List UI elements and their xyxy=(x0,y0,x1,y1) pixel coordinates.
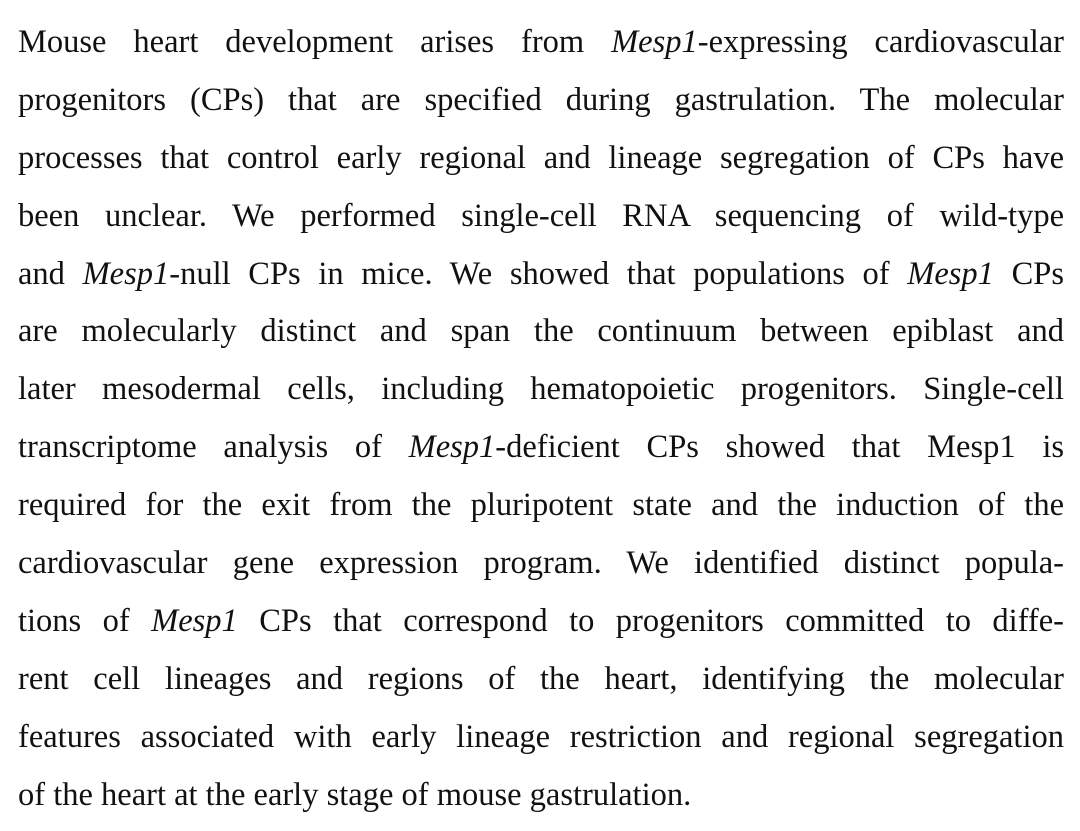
text-segment: Mouse heart development arises from xyxy=(18,24,612,60)
abstract-line xyxy=(18,651,1064,709)
gene-name-italic: Mesp1 xyxy=(82,255,170,292)
text-segment: -expressing cardiovascular xyxy=(697,24,1064,60)
abstract-line xyxy=(18,246,1064,304)
text-segment: cardiovascular gene expression program. We identified distinct popula- xyxy=(18,545,1064,582)
abstract-line xyxy=(18,72,1064,130)
text-segment: transcriptome analysis of xyxy=(18,429,409,466)
gene-name-italic: Mesp1 xyxy=(611,24,698,60)
abstract-line xyxy=(18,130,1064,188)
abstract-paragraph xyxy=(18,14,1064,824)
abstract-line xyxy=(18,535,1064,593)
text-segment: tions of xyxy=(18,602,152,639)
text-segment: progenitors (CPs) that are specified during gastrulation. The molecular xyxy=(18,81,1064,118)
abstract-line xyxy=(18,477,1064,535)
text-segment: are molecularly distinct and span the continuum between epiblast and xyxy=(18,313,1064,350)
text-segment: features associated with early lineage restriction and regional segregation xyxy=(18,718,1064,755)
abstract-line xyxy=(18,709,1064,767)
abstract-line xyxy=(18,361,1064,419)
abstract-line xyxy=(18,303,1064,361)
text-segment: been unclear. We performed single-cell RNA sequencing of wild-type xyxy=(18,197,1064,234)
abstract-line xyxy=(18,188,1064,246)
gene-name-italic: Mesp1 xyxy=(408,429,496,466)
text-segment: -null CPs in mice. We showed that populations of xyxy=(169,255,908,292)
text-segment: of the heart at the early stage of mouse gastrulation. xyxy=(18,776,692,813)
text-segment: rent cell lineages and regions of the heart, identifying the molecular xyxy=(18,660,1064,697)
text-segment: and xyxy=(18,255,83,292)
text-segment: processes that control early regional and lineage segregation of CPs have xyxy=(18,139,1064,176)
abstract-line xyxy=(18,14,1064,72)
text-segment: required for the exit from the pluripotent state and the induction of the xyxy=(18,487,1064,524)
text-segment: CPs that correspond to progenitors committed to diffe- xyxy=(237,602,1064,639)
abstract-line xyxy=(18,767,1064,825)
gene-name-italic: Mesp1 xyxy=(907,255,994,292)
gene-name-italic: Mesp1 xyxy=(151,602,238,639)
text-segment: later mesodermal cells, including hematopoietic progenitors. Single-cell xyxy=(18,371,1064,408)
text-segment: CPs xyxy=(993,255,1064,292)
text-segment: -deficient CPs showed that Mesp1 is xyxy=(495,429,1064,466)
abstract-line xyxy=(18,419,1064,477)
abstract-line xyxy=(18,593,1064,651)
